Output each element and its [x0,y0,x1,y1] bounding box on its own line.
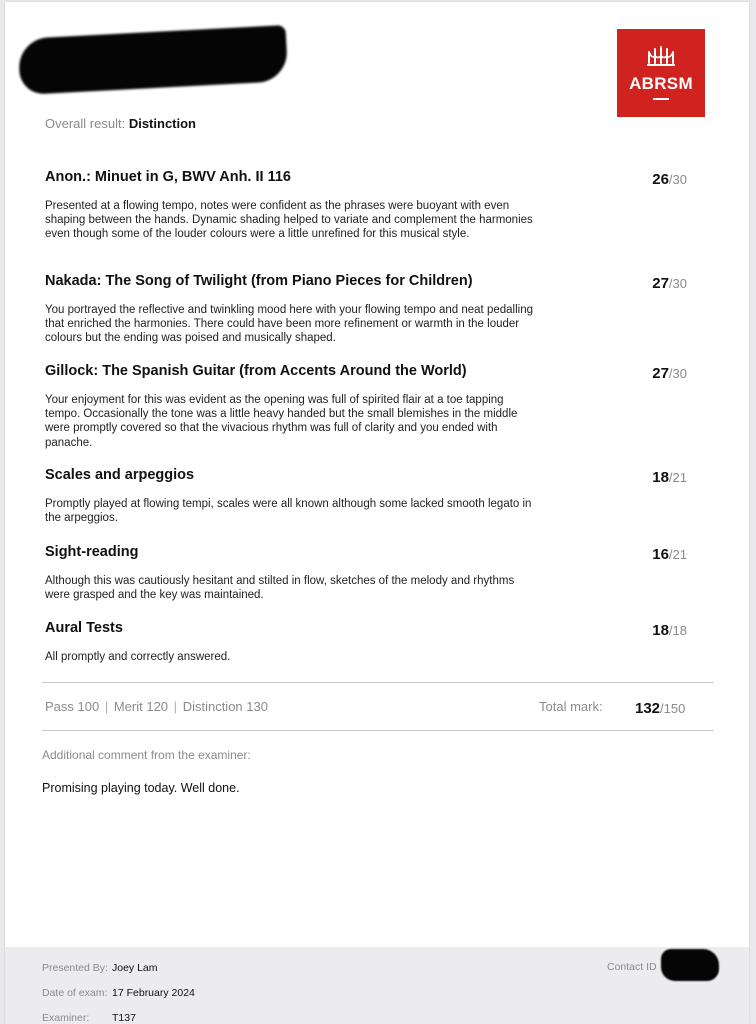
section-comment: You portrayed the reflective and twinkling mood here with your flowing tempo and neat pedalling that enriched the harmonies. There could have been more refinement or warmth in the louder colours but the ending was poised and musically shaped. [45,304,533,345]
section-title: Scales and arpeggios [45,467,195,483]
section-piece-2 [45,273,695,346]
total-mark-label: Total mark: [539,699,603,714]
section-mark-piece-3 [652,365,687,382]
logo-text: ABRSM [629,74,693,93]
section-scales [45,467,695,525]
divider [42,682,714,683]
abrsm-logo [617,29,705,117]
divider [42,730,714,731]
section-title: Nakada: The Song of Twilight (from Piano Pieces for Children) [45,273,473,289]
section-mark-piece-2 [652,275,687,292]
section-title: Anon.: Minuet in G, BWV Anh. II 116 [45,169,291,185]
date-value: 17 February 2024 [112,987,195,999]
threshold-separator: | [104,699,109,714]
threshold-merit: Merit 120 [113,699,169,714]
section-mark-aural-tests [652,622,687,639]
mark-value: 27 [652,365,669,382]
section-mark-piece-1 [652,171,687,188]
total-mark [635,700,685,717]
redacted-candidate-name [18,25,289,95]
presented-by-value: Joey Lam [112,962,158,974]
overall-result-value: Distinction [128,116,196,131]
threshold-pass: Pass 100 [45,699,100,714]
section-title: Gillock: The Spanish Guitar (from Accents Around the World) [45,363,467,379]
contact-id-label: Contact ID [607,961,657,973]
redacted-contact-id [661,949,719,981]
crown-icon [645,46,677,68]
section-mark-sight-reading [652,546,687,563]
total-mark-out-of: /150 [660,701,686,716]
logo-underline [653,98,669,100]
mark-out-of: /18 [668,623,687,638]
overall-result-label: Overall result: [45,116,126,131]
additional-comment: Promising playing today. Well done. [42,781,240,795]
section-title: Sight-reading [45,544,139,560]
mark-out-of: /30 [668,276,687,291]
total-mark-value: 132 [635,700,661,717]
overall-result [45,116,196,131]
date-label: Date of exam: [42,987,108,999]
mark-out-of: /21 [668,470,687,485]
threshold-separator: | [173,699,178,714]
mark-value: 18 [652,469,669,486]
section-aural-tests [45,620,695,664]
section-comment: All promptly and correctly answered. [45,651,231,663]
examiner-label: Examiner: [42,1012,90,1024]
section-piece-3 [45,363,695,450]
section-piece-1 [45,169,695,242]
result-sheet [5,2,749,1024]
examiner-value: T137 [112,1012,136,1024]
threshold-distinction: Distinction 130 [182,699,268,714]
mark-out-of: /21 [668,547,687,562]
mark-value: 27 [652,275,669,292]
section-comment: Although this was cautiously hesitant and stilted in flow, sketches of the melody and rhythms were grasped and the key was maintained. [45,575,515,602]
additional-comment-label: Additional comment from the examiner: [42,748,251,762]
section-comment: Your enjoyment for this was evident as the opening was full of spirited flair at a toe tapping tempo. Occasionally the tone was a little heavy handed but the small blemishes in the middle were promptly covered so that the vivacious rhythm was full of clarity and you ended with panache. [45,394,518,449]
mark-out-of: /30 [668,172,687,187]
footer [5,947,749,1024]
presented-by-label: Presented By: [42,962,108,974]
section-comment: Presented at a flowing tempo, notes were confident as the phrases were buoyant with even shaping between the hands. Dynamic shading helped to variate and complement the harmonies even though some of the louder colours were a little unrefined for this musical style. [45,200,533,241]
section-sight-reading [45,544,695,602]
mark-value: 26 [652,171,669,188]
section-comment: Promptly played at flowing tempi, scales were all known although some lacked smooth legato in the arpeggios. [45,498,532,525]
mark-value: 16 [652,546,669,563]
section-mark-scales [652,469,687,486]
mark-out-of: /30 [668,366,687,381]
mark-value: 18 [652,622,669,639]
section-title: Aural Tests [45,620,123,636]
grade-thresholds [45,699,268,714]
